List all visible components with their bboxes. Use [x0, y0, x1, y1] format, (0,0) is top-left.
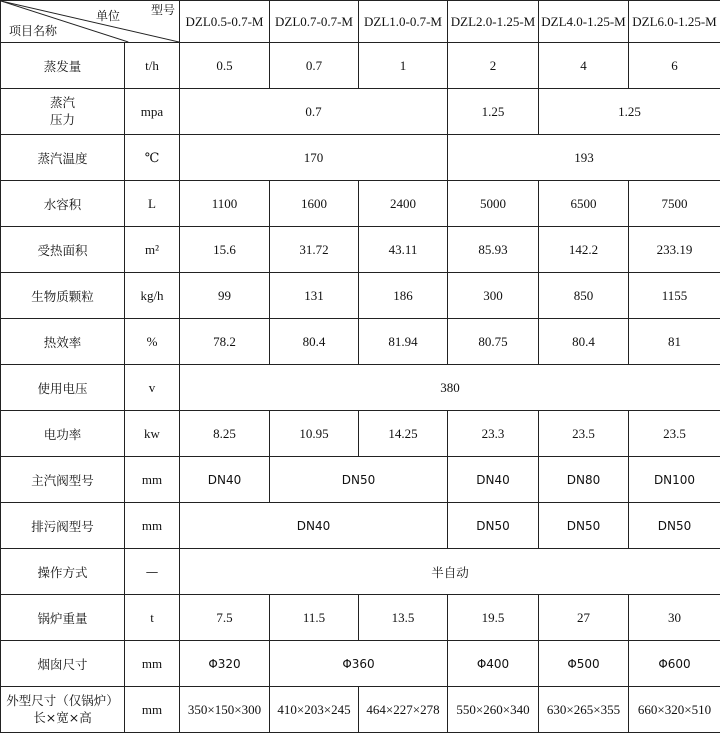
- cell: 0.5: [180, 43, 270, 89]
- corner-item-label: 项目名称: [9, 25, 57, 37]
- cell: 410×203×245: [270, 687, 359, 733]
- cell: 2: [448, 43, 539, 89]
- row-operation-mode: [1, 549, 720, 595]
- cell: DN50: [539, 503, 629, 549]
- cell: 13.5: [359, 595, 448, 641]
- row-name-line: 长×宽×高: [33, 710, 91, 725]
- cell: 186: [359, 273, 448, 319]
- cell: DN40: [448, 457, 539, 503]
- cell: 193: [448, 135, 720, 181]
- cell: DN40: [180, 457, 270, 503]
- model-header-2: DZL1.0-0.7-M: [359, 1, 448, 43]
- row-name: 主汽阀型号: [1, 457, 125, 503]
- cell: 1: [359, 43, 448, 89]
- row-unit: mm: [125, 503, 180, 549]
- cell: DN100: [629, 457, 720, 503]
- row-name: 使用电压: [1, 365, 125, 411]
- row-name: 受热面积: [1, 227, 125, 273]
- row-name: 电功率: [1, 411, 125, 457]
- model-header-4: DZL4.0-1.25-M: [539, 1, 629, 43]
- model-header-3: DZL2.0-1.25-M: [448, 1, 539, 43]
- row-unit: mm: [125, 687, 180, 733]
- row-biomass-pellets: [1, 273, 720, 319]
- cell: 0.7: [180, 89, 448, 135]
- row-dimensions: [1, 687, 720, 733]
- cell: Φ320: [180, 641, 270, 687]
- corner-unit-label: 单位: [96, 10, 120, 22]
- cell: 10.95: [270, 411, 359, 457]
- cell: 6: [629, 43, 720, 89]
- row-unit: %: [125, 319, 180, 365]
- cell: Φ360: [270, 641, 448, 687]
- row-name: 生物质颗粒: [1, 273, 125, 319]
- cell: 4: [539, 43, 629, 89]
- row-name-line: 蒸汽: [50, 95, 75, 110]
- cell: 23.3: [448, 411, 539, 457]
- row-water-volume: [1, 181, 720, 227]
- row-thermal-efficiency: [1, 319, 720, 365]
- cell: 43.11: [359, 227, 448, 273]
- cell: 19.5: [448, 595, 539, 641]
- row-name: 蒸汽温度: [1, 135, 125, 181]
- cell: 80.4: [539, 319, 629, 365]
- corner-header-cell: [1, 1, 180, 43]
- cell: 1600: [270, 181, 359, 227]
- cell: 233.19: [629, 227, 720, 273]
- model-header-1: DZL0.7-0.7-M: [270, 1, 359, 43]
- cell: 80.75: [448, 319, 539, 365]
- row-name: 排污阀型号: [1, 503, 125, 549]
- row-name: 热效率: [1, 319, 125, 365]
- cell: 81.94: [359, 319, 448, 365]
- row-unit: kw: [125, 411, 180, 457]
- cell: Φ600: [629, 641, 720, 687]
- row-evaporation: [1, 43, 720, 89]
- cell: 14.25: [359, 411, 448, 457]
- row-steam-temperature: [1, 135, 720, 181]
- cell: DN50: [270, 457, 448, 503]
- row-unit: mm: [125, 457, 180, 503]
- cell: 1.25: [539, 89, 720, 135]
- cell: 31.72: [270, 227, 359, 273]
- row-unit: t: [125, 595, 180, 641]
- cell: 30: [629, 595, 720, 641]
- cell: 1100: [180, 181, 270, 227]
- row-unit: m²: [125, 227, 180, 273]
- row-unit: ℃: [125, 135, 180, 181]
- cell: Φ400: [448, 641, 539, 687]
- row-name: [1, 89, 125, 135]
- cell: 142.2: [539, 227, 629, 273]
- cell: 7500: [629, 181, 720, 227]
- cell: 170: [180, 135, 448, 181]
- cell: 23.5: [539, 411, 629, 457]
- row-chimney-size: [1, 641, 720, 687]
- cell: 5000: [448, 181, 539, 227]
- model-header-5: DZL6.0-1.25-M: [629, 1, 720, 43]
- cell: 464×227×278: [359, 687, 448, 733]
- cell: 300: [448, 273, 539, 319]
- cell: 1155: [629, 273, 720, 319]
- row-name-line: 压力: [50, 112, 75, 127]
- row-drain-valve: [1, 503, 720, 549]
- row-unit: t/h: [125, 43, 180, 89]
- corner-model-label: 型号: [151, 4, 175, 16]
- row-unit: v: [125, 365, 180, 411]
- row-unit: mpa: [125, 89, 180, 135]
- cell: 0.7: [270, 43, 359, 89]
- cell: 23.5: [629, 411, 720, 457]
- row-main-valve: [1, 457, 720, 503]
- row-heating-area: [1, 227, 720, 273]
- row-boiler-weight: [1, 595, 720, 641]
- cell: 78.2: [180, 319, 270, 365]
- cell: 7.5: [180, 595, 270, 641]
- cell: 11.5: [270, 595, 359, 641]
- cell: 131: [270, 273, 359, 319]
- cell: 380: [180, 365, 720, 411]
- row-name: 锅炉重量: [1, 595, 125, 641]
- row-name: 烟囱尺寸: [1, 641, 125, 687]
- cell: 15.6: [180, 227, 270, 273]
- row-name-line: 外型尺寸（仅锅炉）: [6, 693, 119, 708]
- cell: 8.25: [180, 411, 270, 457]
- row-steam-pressure: [1, 89, 720, 135]
- cell: DN50: [448, 503, 539, 549]
- cell: 6500: [539, 181, 629, 227]
- cell: 81: [629, 319, 720, 365]
- header-row: [1, 1, 720, 43]
- cell: 550×260×340: [448, 687, 539, 733]
- cell: DN80: [539, 457, 629, 503]
- row-name: 水容积: [1, 181, 125, 227]
- cell: 630×265×355: [539, 687, 629, 733]
- cell: 2400: [359, 181, 448, 227]
- row-name: 操作方式: [1, 549, 125, 595]
- cell: 80.4: [270, 319, 359, 365]
- cell: DN40: [180, 503, 448, 549]
- cell: 27: [539, 595, 629, 641]
- cell: 99: [180, 273, 270, 319]
- cell: 850: [539, 273, 629, 319]
- cell: DN50: [629, 503, 720, 549]
- row-electric-power: [1, 411, 720, 457]
- cell: 85.93: [448, 227, 539, 273]
- row-name: 蒸发量: [1, 43, 125, 89]
- row-unit: —: [125, 549, 180, 595]
- cell: 350×150×300: [180, 687, 270, 733]
- row-unit: L: [125, 181, 180, 227]
- row-unit: kg/h: [125, 273, 180, 319]
- cell: Φ500: [539, 641, 629, 687]
- model-header-0: DZL0.5-0.7-M: [180, 1, 270, 43]
- cell: 1.25: [448, 89, 539, 135]
- row-unit: mm: [125, 641, 180, 687]
- row-name: [1, 687, 125, 733]
- cell: 660×320×510: [629, 687, 720, 733]
- row-voltage: [1, 365, 720, 411]
- cell: 半自动: [180, 549, 720, 595]
